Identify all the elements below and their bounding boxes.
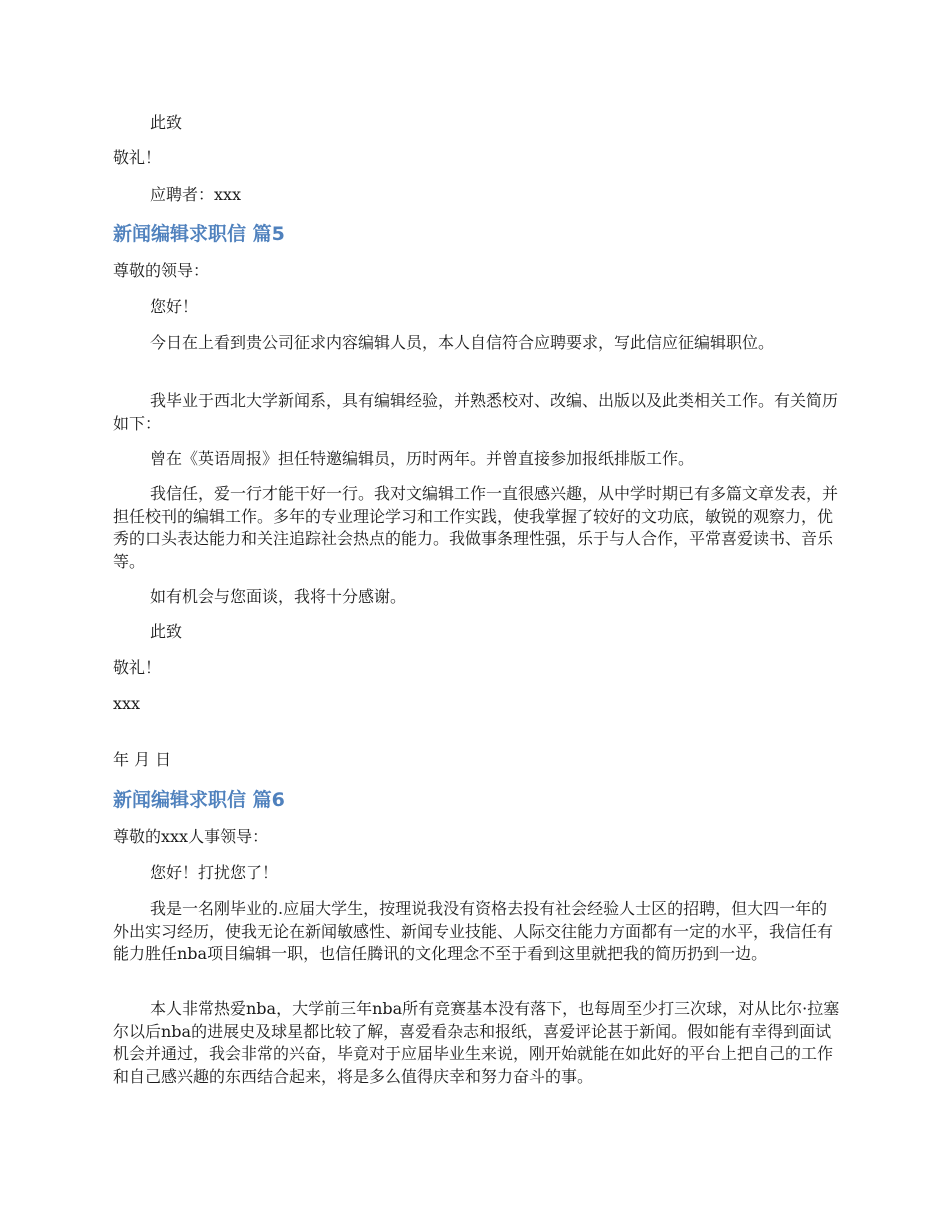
salutation: 尊敬的领导： bbox=[113, 261, 210, 280]
date-line: 年 月 日 bbox=[113, 750, 172, 769]
salutation: 尊敬的xxx人事领导： bbox=[113, 827, 269, 846]
body-paragraph: 本人非常热爱nba，大学前三年nba所有竞赛基本没有落下，也每周至少打三次球，对从比尔·拉塞尔以后nba的进展史及球星都比较了解，喜爱看杂志和报纸，喜爱评论甚于新闻。假如能有幸得到面试机会并通过，我会非常的兴奋，毕竟对于应届毕业生来说，刚开始就能在如此好的平台上把自己的工作和自己感兴趣的东西结合起来，将是多么值得庆幸和努力奋斗的事。 bbox=[113, 999, 840, 1086]
signature: xxx bbox=[113, 694, 141, 713]
body-paragraph: 如有机会与您面谈，我将十分感谢。 bbox=[150, 587, 407, 606]
closing-cizhi: 此致 bbox=[150, 622, 183, 641]
closing-cizhi: 此致 bbox=[150, 113, 183, 132]
body-paragraph: 我是一名刚毕业的.应届大学生，按理说我没有资格去投有社会经验人士区的招聘，但大四一年的外出实习经历，使我无论在新闻敏感性、新闻专业技能、人际交往能力方面都有一定的水平，我信任有能力胜任nba项目编辑一职，也信任腾讯的文化理念不至于看到这里就把我的简历扔到一边。 bbox=[113, 899, 834, 963]
body-paragraph: 我毕业于西北大学新闻系，具有编辑经验，并熟悉校对、改编、出版以及此类相关工作。有关简历如下： bbox=[113, 391, 839, 433]
closing-jingli: 敬礼！ bbox=[113, 148, 162, 167]
body-paragraph: 我信任，爱一行才能干好一行。我对文编辑工作一直很感兴趣，从中学时期已有多篇文章发表，并担任校刊的编辑工作。多年的专业理论学习和工作实践，使我掌握了较好的文功底，敏锐的观察力，优秀的口头表达能力和关注追踪社会热点的能力。我做事条理性强，乐于与人合作，平常喜爱读书、音乐等。 bbox=[113, 484, 839, 571]
greeting: 您好！打扰您了！ bbox=[150, 863, 279, 882]
greeting: 您好！ bbox=[150, 297, 199, 316]
body-paragraph: 今日在上看到贵公司征求内容编辑人员，本人自信符合应聘要求，写此信应征编辑职位。 bbox=[150, 333, 775, 352]
body-paragraph: 曾在《英语周报》担任特邀编辑员，历时两年。并曾直接参加报纸排版工作。 bbox=[150, 449, 695, 468]
applicant-signature: 应聘者：xxx bbox=[150, 185, 242, 204]
section-heading-5: 新闻编辑求职信 篇5 bbox=[113, 223, 285, 245]
section-heading-6: 新闻编辑求职信 篇6 bbox=[113, 789, 285, 811]
closing-jingli: 敬礼！ bbox=[113, 658, 162, 677]
